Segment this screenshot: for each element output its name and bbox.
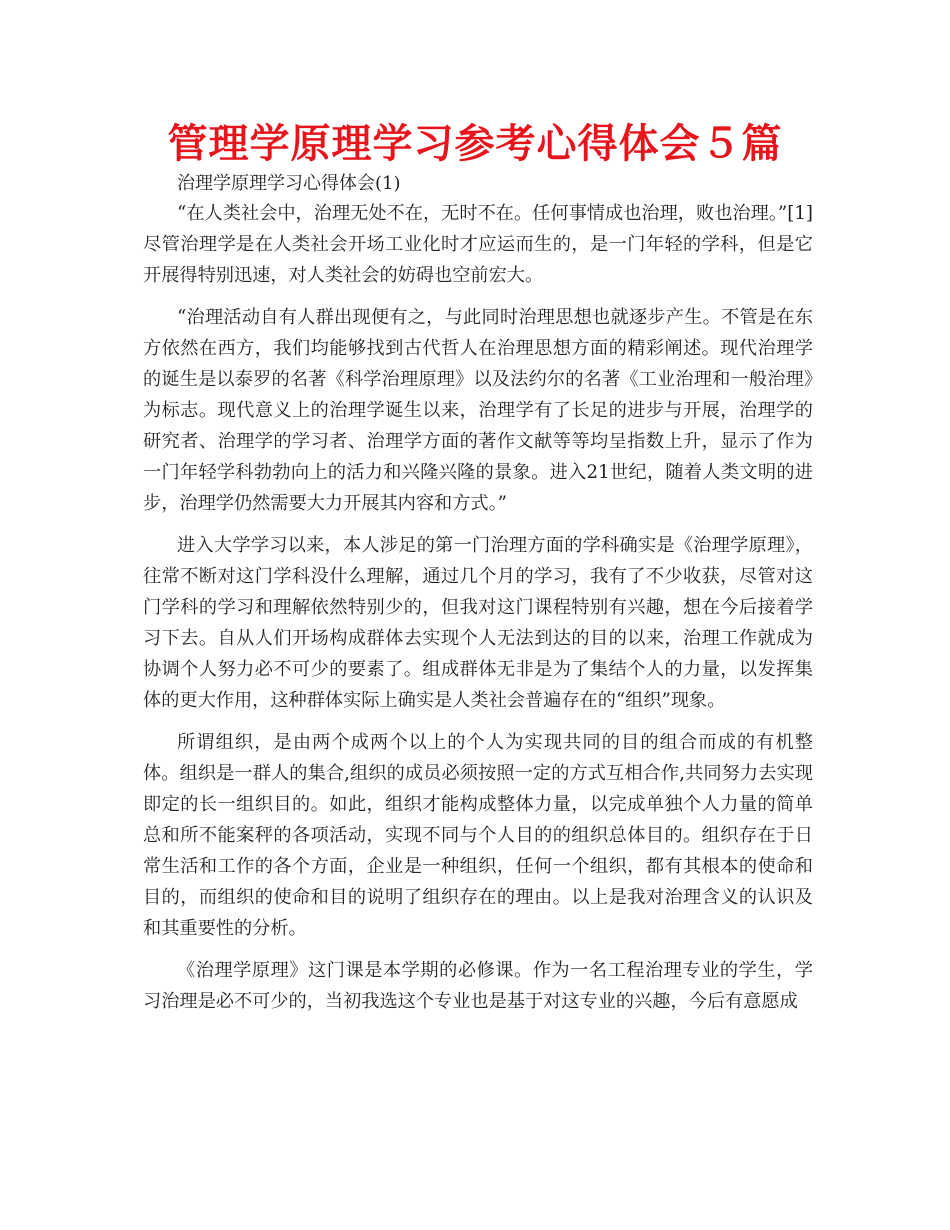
paragraph: 《治理学原理》这门课是本学期的必修课。作为一名工程治理专业的学生，学习治理是必不可少的，当初我选这个专业也是基于对这专业的兴趣，今后有意愿成 — [143, 960, 813, 1012]
paragraph: “治理活动自有人群出现便有之，与此同时治理思想也就逐步产生。不管是在东方依然在西方，我们均能够找到古代哲人在治理思想方面的精彩阐述。现代治理学的诞生是以泰罗的名著《科学治理原理》以及法约尔的名著《工业治理和一般治理》为标志。现代意义上的治理学诞生以来，治理学有了长足的进步与开展，治理学的研究者、治理学的学习者、治理学方面的著作文献等等均呈指数上升，显示了作为一门年轻学科勃勃向上的活力和兴隆兴隆的景象。进入21世纪，随着人类文明的进步，治理学仍然需要大力开展其内容和方式。” — [143, 307, 813, 514]
paragraph: “在人类社会中，治理无处不在，无时不在。任何事情成也治理，败也治理。”[1]尽管治理学是在人类社会开场工业化时才应运而生的，是一门年轻的学科，但是它开展得特别迅速，对人类社会的妨碍也空前宏大。 — [143, 203, 813, 286]
document-title: 管理学原理学习参考心得体会５篇 — [167, 121, 783, 167]
paragraph: 所谓组织，是由两个成两个以上的个人为实现共同的目的组合而成的有机整体。组织是一群人的集合,组织的成员必须按照一定的方式互相合作,共同努力去实现即定的长一组织目的。如此，组织才能构成整体力量，以完成单独个人力量的简单总和所不能案秤的各项活动，实现不同与个人目的的组织总体目的。组织存在于日常生活和工作的各个方面，企业是一种组织，任何一个组织，都有其根本的使命和目的，而组织的使命和目的说明了组织存在的理由。以上是我对治理含义的认识及和其重要性的分析。 — [143, 732, 813, 939]
body-text — [143, 198, 813, 1028]
paragraph: 进入大学学习以来，本人涉足的第一门治理方面的学科确实是《治理学原理》，往常不断对这门学科没什么理解，通过几个月的学习，我有了不少收获，尽管对这门学科的学习和理解依然特别少的，但我对这门课程特别有兴趣，想在今后接着学习下去。自从人们开场构成群体去实现个人无法到达的目的以来，治理工作就成为协调个人努力必不可少的要素了。组成群体无非是为了集结个人的力量，以发挥集体的更大作用，这种群体实际上确实是人类社会普遍存在的“组织”现象。 — [143, 535, 813, 711]
section-subtitle: 治理学原理学习心得体会(1) — [177, 173, 401, 194]
